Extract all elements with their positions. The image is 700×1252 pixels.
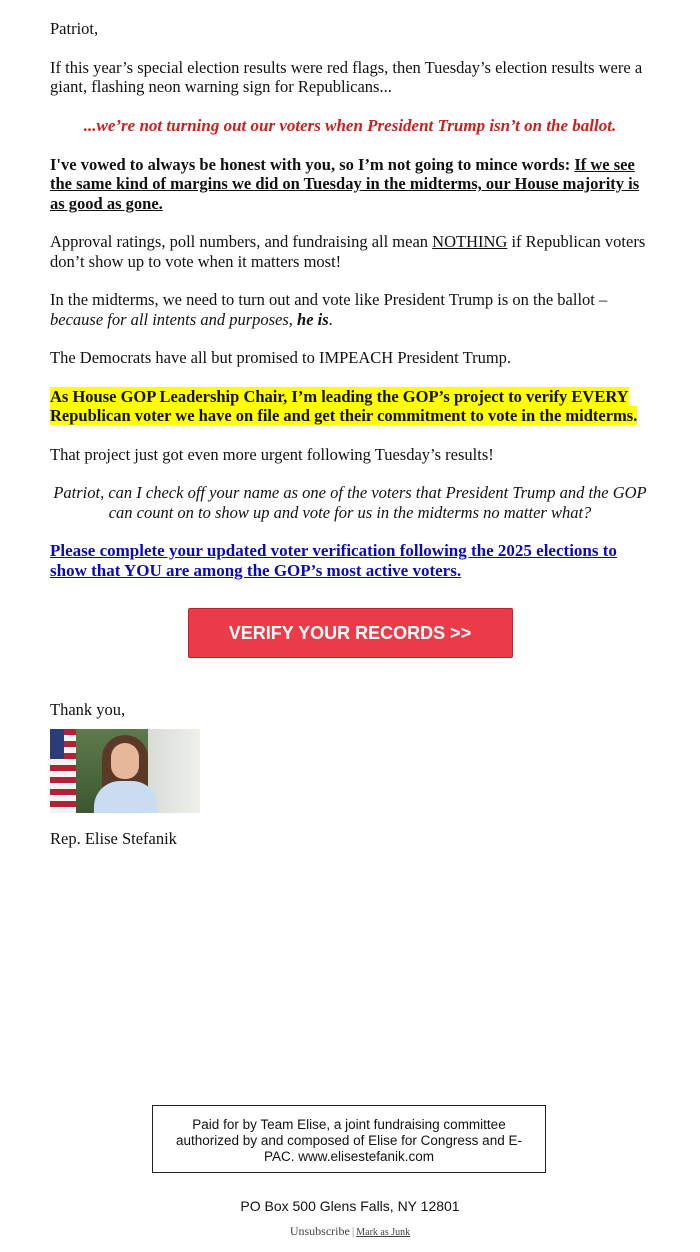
voter-verification-link[interactable]: Please complete your updated voter verification following the 2025 elections to show that YOU are among the GOP’s most active voters.: [50, 541, 617, 580]
highlighted-text: As House GOP Leadership Chair, I’m leading the GOP’s project to verify EVERY Republican voter we have on file and get their commitment to vote in the midterms.: [50, 386, 638, 425]
footer-separator: |: [351, 1224, 355, 1238]
signer-photo: [50, 729, 200, 813]
honest-lead: I've vowed to always be honest with you, so I’m not going to mince words:: [50, 154, 575, 174]
approval-paragraph: [50, 232, 650, 271]
button-row: [50, 608, 650, 658]
midterms-plain: In the midterms, we need to turn out and vote like President Trump is on the ballot –: [50, 290, 608, 309]
highlight-paragraph: [50, 387, 650, 426]
paid-for-disclaimer: Paid for by Team Elise, a joint fundraising committee authorized by and composed of Elise for Congress and E-PAC. www.elisestefanik.com: [152, 1105, 546, 1173]
red-callout: ...we’re not turning out our voters when President Trump isn’t on the ballot.: [83, 115, 617, 135]
democrats-paragraph: The Democrats have all but promised to IMPEACH President Trump.: [50, 348, 512, 367]
approval-before: Approval ratings, poll numbers, and fundraising all mean: [50, 232, 433, 251]
mailing-address: PO Box 500 Glens Falls, NY 12801: [240, 1198, 460, 1214]
approval-after: if Republican voters don’t show up to vote when it matters most!: [50, 232, 646, 271]
honest-paragraph: [50, 155, 650, 214]
flag-canton: [50, 729, 64, 759]
signature: Rep. Elise Stefanik: [50, 828, 177, 848]
photo-face: [111, 743, 139, 779]
footer-links: [0, 1222, 700, 1243]
email-content: [50, 19, 650, 848]
unsubscribe-link[interactable]: Unsubscribe: [289, 1224, 350, 1238]
midterms-paragraph: [50, 290, 650, 329]
midterms-italic: because for all intents and purposes,: [50, 309, 298, 329]
midterms-bold: he is: [297, 309, 329, 329]
mark-as-junk-link[interactable]: Mark as Junk: [356, 1227, 411, 1238]
thanks-text: Thank you,: [50, 700, 126, 719]
urgent-paragraph: That project just got even more urgent following Tuesday’s results!: [50, 444, 494, 464]
intro-paragraph: If this year’s special election results were red flags, then Tuesday’s election results were a giant, flashing neon warning sign for Republicans...: [50, 57, 643, 96]
honest-underlined: If we see the same kind of margins we did on Tuesday in the midterms, our House majority is as good as gone.: [50, 154, 640, 213]
greeting: Patriot,: [50, 19, 99, 38]
nothing-emphasis: NOTHING: [432, 232, 508, 251]
midterms-end: .: [328, 309, 333, 329]
cta-paragraph: [50, 541, 650, 580]
verify-records-button[interactable]: VERIFY YOUR RECORDS >>: [188, 608, 513, 658]
ask-paragraph: Patriot, can I check off your name as one of the voters that President Trump and the GOP can count on to show up and vote for us in the midterms no matter what?: [53, 483, 647, 522]
